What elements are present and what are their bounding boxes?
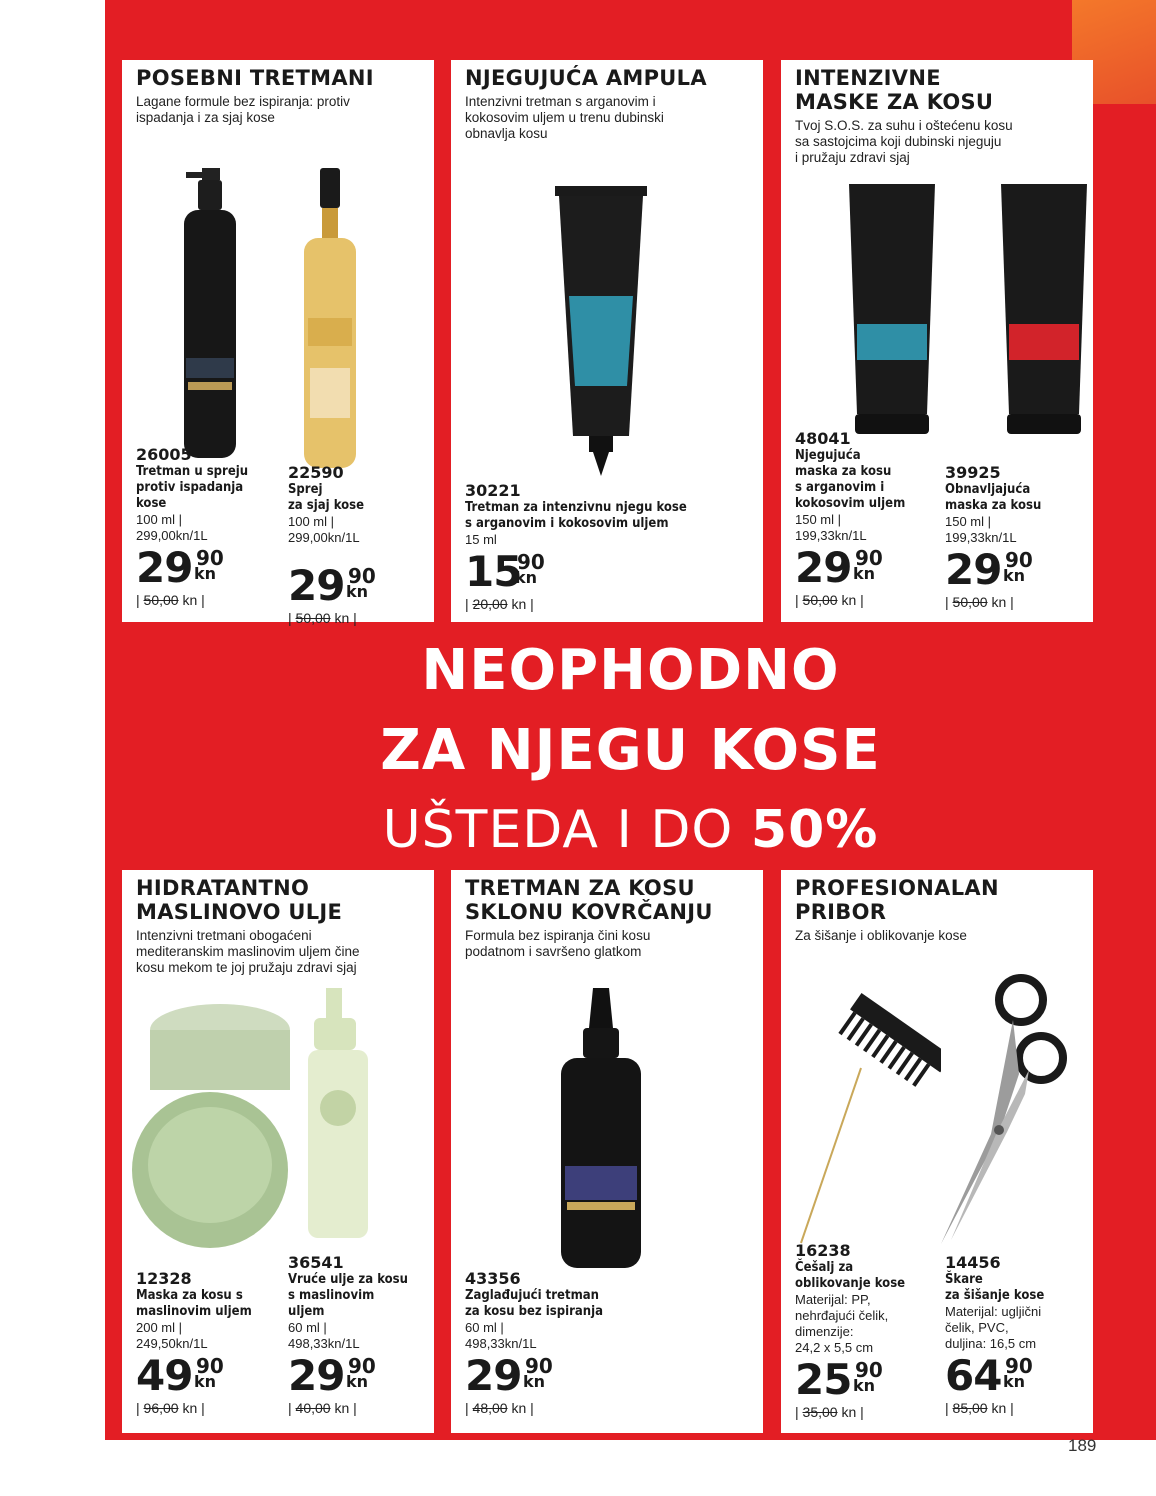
old-price-value: 50,00 [802, 592, 838, 608]
headline-line1: NEOPHODNO [421, 638, 840, 703]
old-price: | 40,00 kn | [288, 1400, 357, 1416]
olive-hair-mask-jar-image [130, 1000, 300, 1250]
price-currency: kn [853, 1376, 876, 1395]
product-size: 100 ml | 299,00kn/1L [136, 512, 208, 543]
price-decimal: 90 [196, 1354, 224, 1378]
card-description: Tvoj S.O.S. za suhu i oštećenu kosu sa sastojcima koji dubinski njeguju i pružaju zdravi sjaj [795, 118, 1013, 165]
old-price: | 20,00 kn | [465, 596, 534, 612]
old-price-currency: kn [511, 1400, 527, 1416]
product-36541[interactable] [288, 1254, 428, 1416]
price-decimal: 90 [1005, 1354, 1033, 1378]
price-decimal: 90 [348, 564, 376, 588]
headline-savings-prefix: UŠTEDA I DO [382, 800, 734, 860]
product-name: Maska za kosu s maslinovim uljem [136, 1288, 252, 1319]
product-name: Tretman u spreju protiv ispadanja kose [136, 464, 249, 511]
product-code: 14456 [945, 1253, 1001, 1272]
old-price-value: 35,00 [802, 1404, 838, 1420]
product-code: 39925 [945, 463, 1001, 482]
old-price: | 96,00 kn | [136, 1400, 205, 1416]
old-price-currency: kn [334, 610, 350, 626]
price-currency: kn [1003, 1372, 1026, 1391]
old-price-currency: kn [334, 1400, 350, 1416]
price-decimal: 90 [855, 1358, 883, 1382]
price [795, 1355, 935, 1404]
old-price: | 48,00 kn | [465, 1400, 534, 1416]
old-price-value: 50,00 [952, 594, 988, 610]
product-name: Češalj za oblikovanje kose [795, 1260, 906, 1291]
product-size: 100 ml | 299,00kn/1L [288, 514, 360, 545]
product-code: 43356 [465, 1269, 521, 1288]
product-name: Njegujuća maska za kosu s arganovim i kokosovim uljem [795, 448, 906, 511]
price-integer: 15 [465, 547, 522, 596]
product-43356[interactable] [465, 1270, 745, 1416]
price-currency: kn [194, 564, 217, 583]
old-price-currency: kn [841, 1404, 857, 1420]
price [945, 545, 1085, 594]
product-size: 150 ml | 199,33kn/1L [945, 514, 1017, 545]
price [945, 1351, 1085, 1400]
hair-scissors-image [921, 964, 1081, 1254]
product-26005[interactable] [136, 446, 276, 608]
hair-spray-bottle-image [170, 168, 250, 458]
price-decimal: 90 [1005, 548, 1033, 572]
repair-mask-tube-image [999, 184, 1089, 434]
product-code: 48041 [795, 429, 851, 448]
product-name: Zaglađujući tretman za kosu bez ispiranja [465, 1288, 603, 1319]
price-decimal: 90 [196, 546, 224, 570]
product-39925[interactable] [945, 464, 1085, 610]
page-number: 189 [1068, 1436, 1097, 1455]
old-price-value: 40,00 [295, 1400, 331, 1416]
price-currency: kn [1003, 566, 1026, 585]
card-njegujuca-ampula [451, 60, 763, 622]
price-decimal: 90 [348, 1354, 376, 1378]
card-profesionalan-pribor [781, 870, 1093, 1433]
old-price-currency: kn [991, 594, 1007, 610]
product-22590[interactable] [288, 464, 428, 626]
product-size: Materijal: PP, nehrđajući čelik, dimenzije: 24,2 x 5,5 cm [795, 1292, 889, 1355]
price-currency: kn [346, 582, 369, 601]
card-description: Lagane formule bez ispiranja: protiv ispadanja i za sjaj kose [136, 94, 350, 125]
product-name: Sprej za sjaj kose [288, 482, 365, 513]
product-30221[interactable] [465, 482, 745, 612]
card-posebni-tretmani [122, 60, 434, 626]
olive-hot-oil-bottle-image [302, 988, 382, 1238]
product-size: 15 ml [465, 532, 497, 547]
card-description: Intenzivni tretman s arganovim i kokosovim uljem u trenu dubinski obnavlja kosu [465, 94, 664, 141]
card-title: TRETMAN ZA KOSU SKLONU KOVRČANJU [465, 876, 713, 924]
product-code: 36541 [288, 1253, 344, 1272]
product-code: 12328 [136, 1269, 192, 1288]
price [795, 543, 935, 592]
old-price-value: 96,00 [143, 1400, 179, 1416]
price [288, 561, 428, 610]
price-integer: 29 [288, 561, 345, 610]
old-price-value: 50,00 [143, 592, 179, 608]
price-currency: kn [194, 1372, 217, 1391]
product-name: Tretman za intenzivnu njegu kose s arganovim i kokosovim uljem [465, 500, 687, 531]
price-decimal: 90 [517, 550, 545, 574]
old-price-value: 48,00 [472, 1400, 508, 1416]
old-price: | 85,00 kn | [945, 1400, 1014, 1416]
old-price-value: 20,00 [472, 596, 508, 612]
card-intenzivne-maske [781, 60, 1093, 622]
ampoule-tube-image [551, 186, 651, 476]
shine-spray-bottle-image [290, 168, 370, 468]
product-12328[interactable] [136, 1270, 276, 1416]
price-decimal: 90 [525, 1354, 553, 1378]
old-price-currency: kn [841, 592, 857, 608]
price-integer: 49 [136, 1351, 193, 1400]
product-size: 200 ml | 249,50kn/1L [136, 1320, 208, 1351]
price-decimal: 90 [855, 546, 883, 570]
card-title: NJEGUJUĆA AMPULA [465, 66, 707, 90]
old-price-value: 85,00 [952, 1400, 988, 1416]
price-integer: 25 [795, 1355, 852, 1404]
card-tretman-za-kosu [451, 870, 763, 1433]
price-integer: 29 [288, 1351, 345, 1400]
product-48041[interactable] [795, 430, 935, 608]
old-price-currency: kn [182, 592, 198, 608]
card-description: Intenzivni tretmani obogaćeni mediteranskim maslinovim uljem čine kosu mekom te joj pružaju zdravi sjaj [136, 928, 360, 975]
old-price-value: 50,00 [295, 610, 331, 626]
price-integer: 64 [945, 1351, 1002, 1400]
price-integer: 29 [465, 1351, 522, 1400]
price-currency: kn [523, 1372, 546, 1391]
price-currency: kn [515, 568, 538, 587]
old-price: | 50,00 kn | [945, 594, 1014, 610]
price-integer: 29 [136, 543, 193, 592]
price [288, 1351, 428, 1400]
price-currency: kn [346, 1372, 369, 1391]
smoothing-treatment-bottle-image [553, 988, 649, 1268]
product-size: 150 ml | 199,33kn/1L [795, 512, 867, 543]
price [136, 543, 276, 592]
product-name: Obnavljajuća maska za kosu [945, 482, 1042, 513]
old-price: | 35,00 kn | [795, 1404, 864, 1420]
headline-line3 [105, 796, 1156, 864]
price-integer: 29 [795, 543, 852, 592]
product-name: Škare za šišanje kose [945, 1272, 1045, 1303]
product-size: 60 ml | 498,33kn/1L [465, 1320, 537, 1351]
product-size: 60 ml | 498,33kn/1L [288, 1320, 360, 1351]
card-title: HIDRATANTNO MASLINOVO ULJE [136, 876, 343, 924]
old-price-currency: kn [182, 1400, 198, 1416]
styling-comb-image [791, 988, 941, 1248]
nourishing-mask-tube-image [847, 184, 937, 434]
product-name: Vruće ulje za kosu s maslinovim uljem [288, 1272, 408, 1319]
product-code: 22590 [288, 463, 344, 482]
card-description: Formula bez ispiranja čini kosu podatnom i savršeno glatkom [465, 928, 651, 959]
card-title: INTENZIVNE MASKE ZA KOSU [795, 66, 994, 114]
card-description: Za šišanje i oblikovanje kose [795, 928, 967, 943]
price [136, 1351, 276, 1400]
old-price-currency: kn [511, 596, 527, 612]
old-price: | 50,00 kn | [288, 610, 357, 626]
product-code: 26005 [136, 445, 192, 464]
headline-savings-percent: 50% [750, 800, 879, 860]
product-16238[interactable] [795, 1242, 935, 1420]
headline-line2: ZA NJEGU KOSE [380, 718, 881, 783]
product-size: Materijal: ugljični čelik, PVC, duljina: 16,5 cm [945, 1304, 1042, 1351]
old-price-currency: kn [991, 1400, 1007, 1416]
price-integer: 29 [945, 545, 1002, 594]
card-title: PROFESIONALAN PRIBOR [795, 876, 999, 924]
old-price: | 50,00 kn | [136, 592, 205, 608]
price-currency: kn [853, 564, 876, 583]
price [465, 547, 745, 596]
card-title: POSEBNI TRETMANI [136, 66, 374, 90]
product-code: 16238 [795, 1241, 851, 1260]
card-hidratantno-maslinovo-ulje [122, 870, 434, 1433]
product-14456[interactable] [945, 1254, 1085, 1416]
old-price: | 50,00 kn | [795, 592, 864, 608]
product-code: 30221 [465, 481, 521, 500]
price [465, 1351, 745, 1400]
